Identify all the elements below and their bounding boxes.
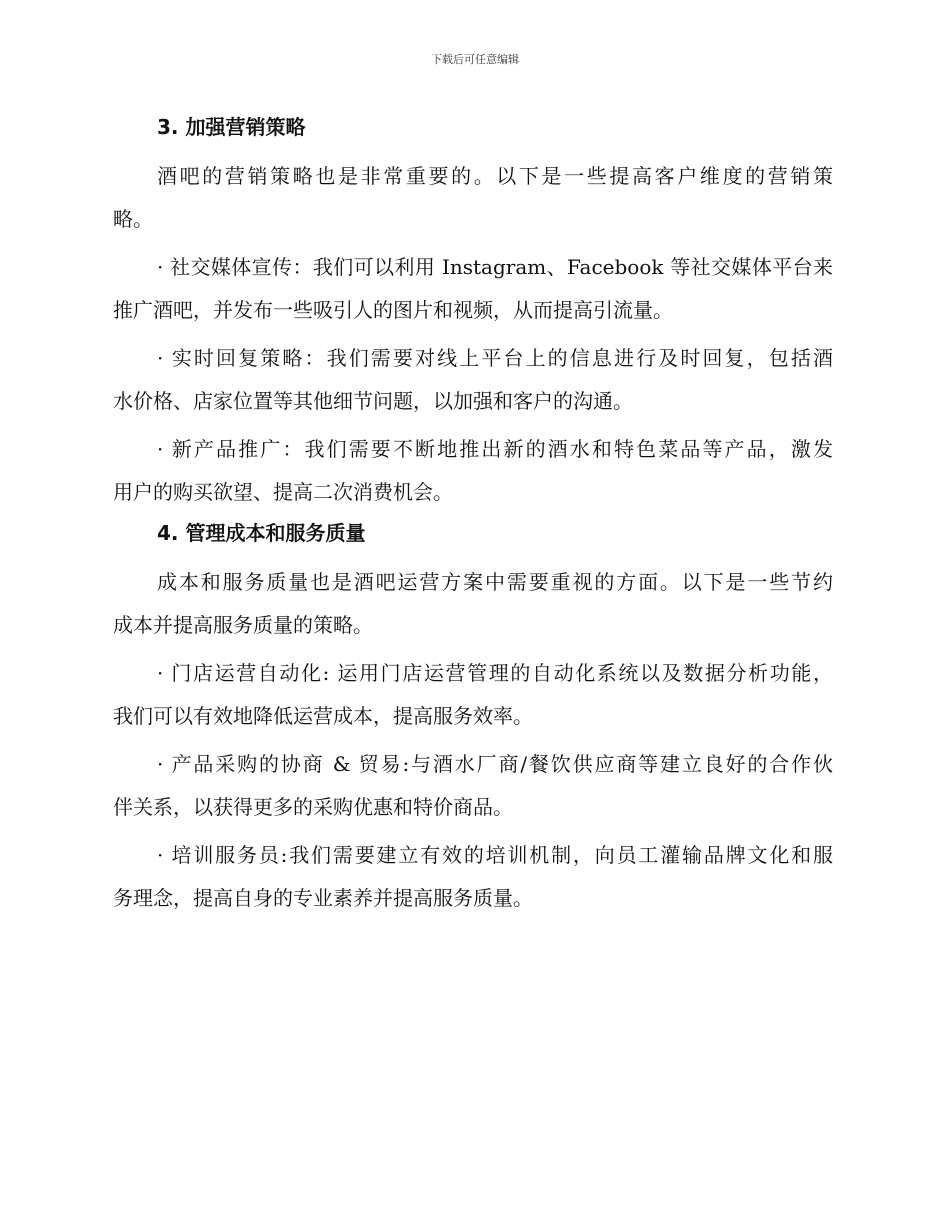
paragraph-line: · 门店运营自动化: 运用门店运营管理的自动化系统以及数据分析功能， <box>157 661 833 685</box>
bullet-staff-training <box>113 834 833 920</box>
bullet-procurement <box>113 743 833 829</box>
paragraph-line: 推广酒吧，并发布一些吸引人的图片和视频，从而提高引流量。 <box>113 298 673 322</box>
paragraph-intro-marketing <box>113 155 833 241</box>
document-body <box>113 113 833 925</box>
paragraph-line: 务理念，提高自身的专业素养并提高服务质量。 <box>113 886 533 910</box>
paragraph-line: · 新产品推广：我们需要不断地推出新的酒水和特色菜品等产品，激发 <box>157 437 833 461</box>
paragraph-intro-cost <box>113 561 833 647</box>
paragraph-line: 成本和服务质量也是酒吧运营方案中需要重视的方面。以下是一些节约 <box>157 570 833 594</box>
paragraph-line: · 培训服务员:我们需要建立有效的培训机制，向员工灌输品牌文化和服 <box>157 843 833 867</box>
paragraph-line: 伴关系，以获得更多的采购优惠和特价商品。 <box>113 795 513 819</box>
paragraph-line: 用户的购买欲望、提高二次消费机会。 <box>113 480 453 504</box>
paragraph-line: 我们可以有效地降低运营成本，提高服务效率。 <box>113 704 533 728</box>
section-heading-3: 3. 加强营销策略 <box>157 115 306 139</box>
bullet-store-automation <box>113 652 833 738</box>
page-header-note: 下载后可任意编辑 <box>431 53 519 66</box>
section-heading-4: 4. 管理成本和服务质量 <box>157 521 366 545</box>
paragraph-line: 成本并提高服务质量的策略。 <box>113 613 373 637</box>
bullet-social-media <box>113 246 833 332</box>
paragraph-line: 水价格、店家位置等其他细节问题，以加强和客户的沟通。 <box>113 389 633 413</box>
paragraph-line: 酒吧的营销策略也是非常重要的。以下是一些提高客户维度的营销策 <box>157 164 833 188</box>
paragraph-line: · 实时回复策略：我们需要对线上平台上的信息进行及时回复，包括酒 <box>157 346 833 370</box>
paragraph-line: · 产品采购的协商 & 贸易:与酒水厂商/餐饮供应商等建立良好的合作伙 <box>157 752 833 776</box>
paragraph-line: · 社交媒体宣传：我们可以利用 Instagram、Facebook 等社交媒体平台来 <box>157 255 833 279</box>
bullet-realtime-reply <box>113 337 833 423</box>
paragraph-line: 略。 <box>113 207 153 231</box>
bullet-new-product <box>113 428 833 514</box>
